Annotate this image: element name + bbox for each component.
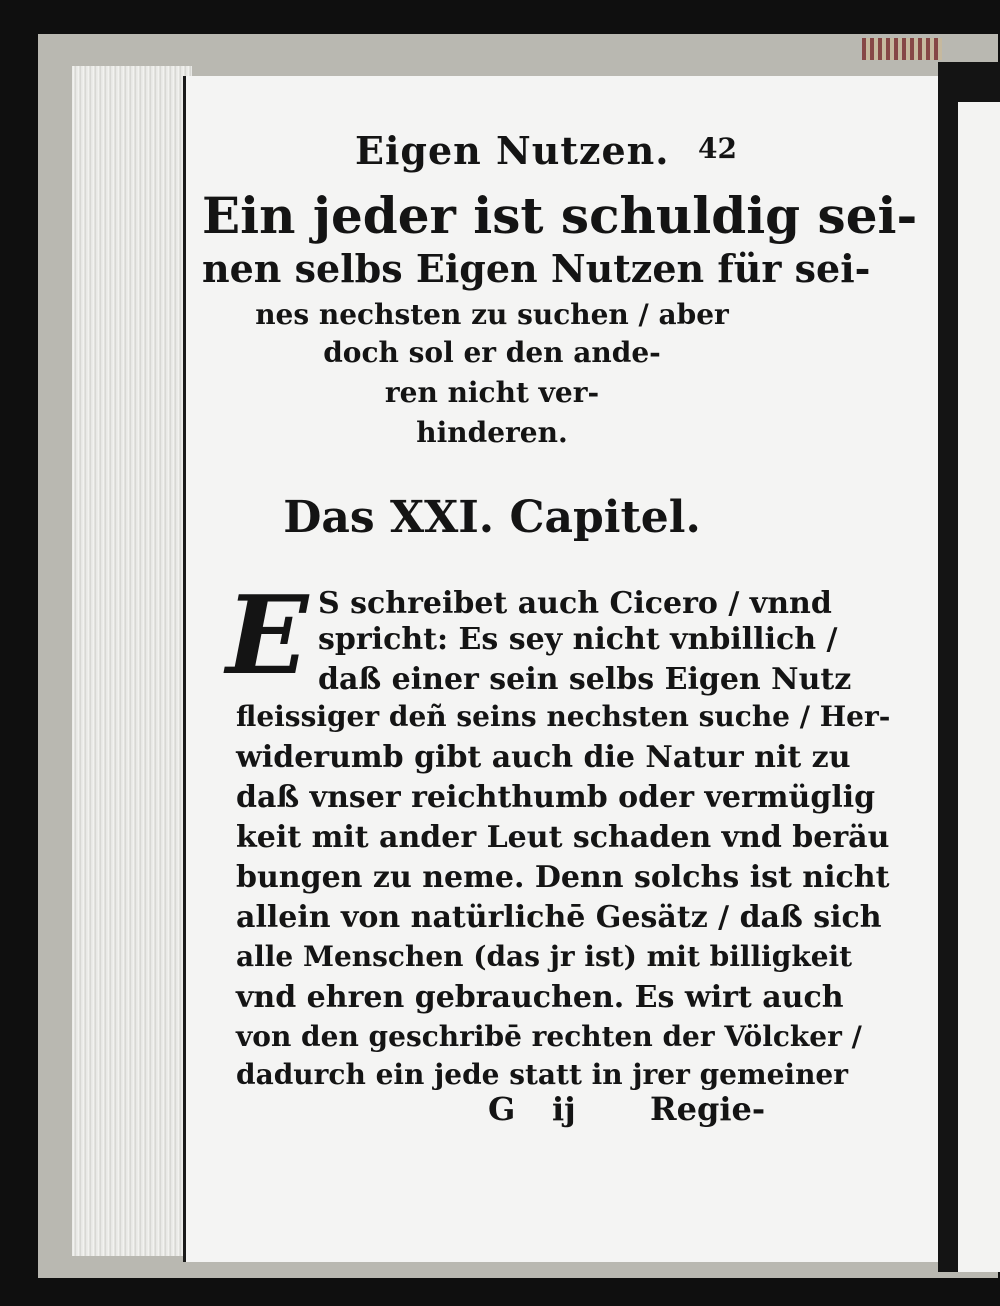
signature-mark: G xyxy=(488,1090,516,1128)
body-line-10: alle Menschen (das jr ist) mit billigkeit xyxy=(236,940,853,973)
catchword: Regie- xyxy=(650,1090,766,1128)
body-line-5: widerumb gibt auch die Natur nit zu xyxy=(236,740,851,775)
body-line-7: keit mit ander Leut schaden vnd beräu xyxy=(236,820,890,855)
folio-number: 42 xyxy=(698,132,737,165)
body-line-11: vnd ehren gebrauchen. Es wirt auch xyxy=(236,980,844,1015)
headline-line-6: hinderen. xyxy=(416,416,568,449)
body-line-12: von den geschribē rechten der Völcker / xyxy=(236,1020,862,1053)
dropcap-letter: E xyxy=(226,573,309,699)
page-edges xyxy=(72,66,192,1256)
headline-line-5: ren nicht ver- xyxy=(384,376,600,409)
body-line-4: fleissiger deñ seins nechsten suche / Her- xyxy=(236,700,891,733)
bookmark-ribbon xyxy=(862,38,942,60)
body-line-2: spricht: Es sey nicht vnbillich / xyxy=(318,622,838,657)
body-line-13: dadurch ein jede statt in jrer gemeiner xyxy=(236,1058,848,1091)
running-head: Eigen Nutzen. xyxy=(355,128,670,173)
body-line-9: allein von natürlichē Gesätz / daß sich xyxy=(236,900,882,935)
headline-line-2: nen selbs Eigen Nutzen für sei- xyxy=(202,246,871,291)
headline-line-3: nes nechsten zu suchen / aber xyxy=(255,298,729,331)
facing-page-strip xyxy=(938,62,1000,1272)
signature-number: ij xyxy=(552,1090,576,1128)
headline-line-1: Ein jeder ist schuldig sei- xyxy=(202,186,918,245)
body-line-6: daß vnser reichthumb oder vermüglig xyxy=(236,780,876,815)
body-line-3: daß einer sein selbs Eigen Nutz xyxy=(318,662,852,697)
body-line-1: S schreibet auch Cicero / vnnd xyxy=(318,586,832,621)
chapter-title: Das XXI. Capitel. xyxy=(283,492,701,543)
body-line-8: bungen zu neme. Denn solchs ist nicht xyxy=(236,860,890,895)
headline-line-4: doch sol er den ande- xyxy=(323,336,661,369)
